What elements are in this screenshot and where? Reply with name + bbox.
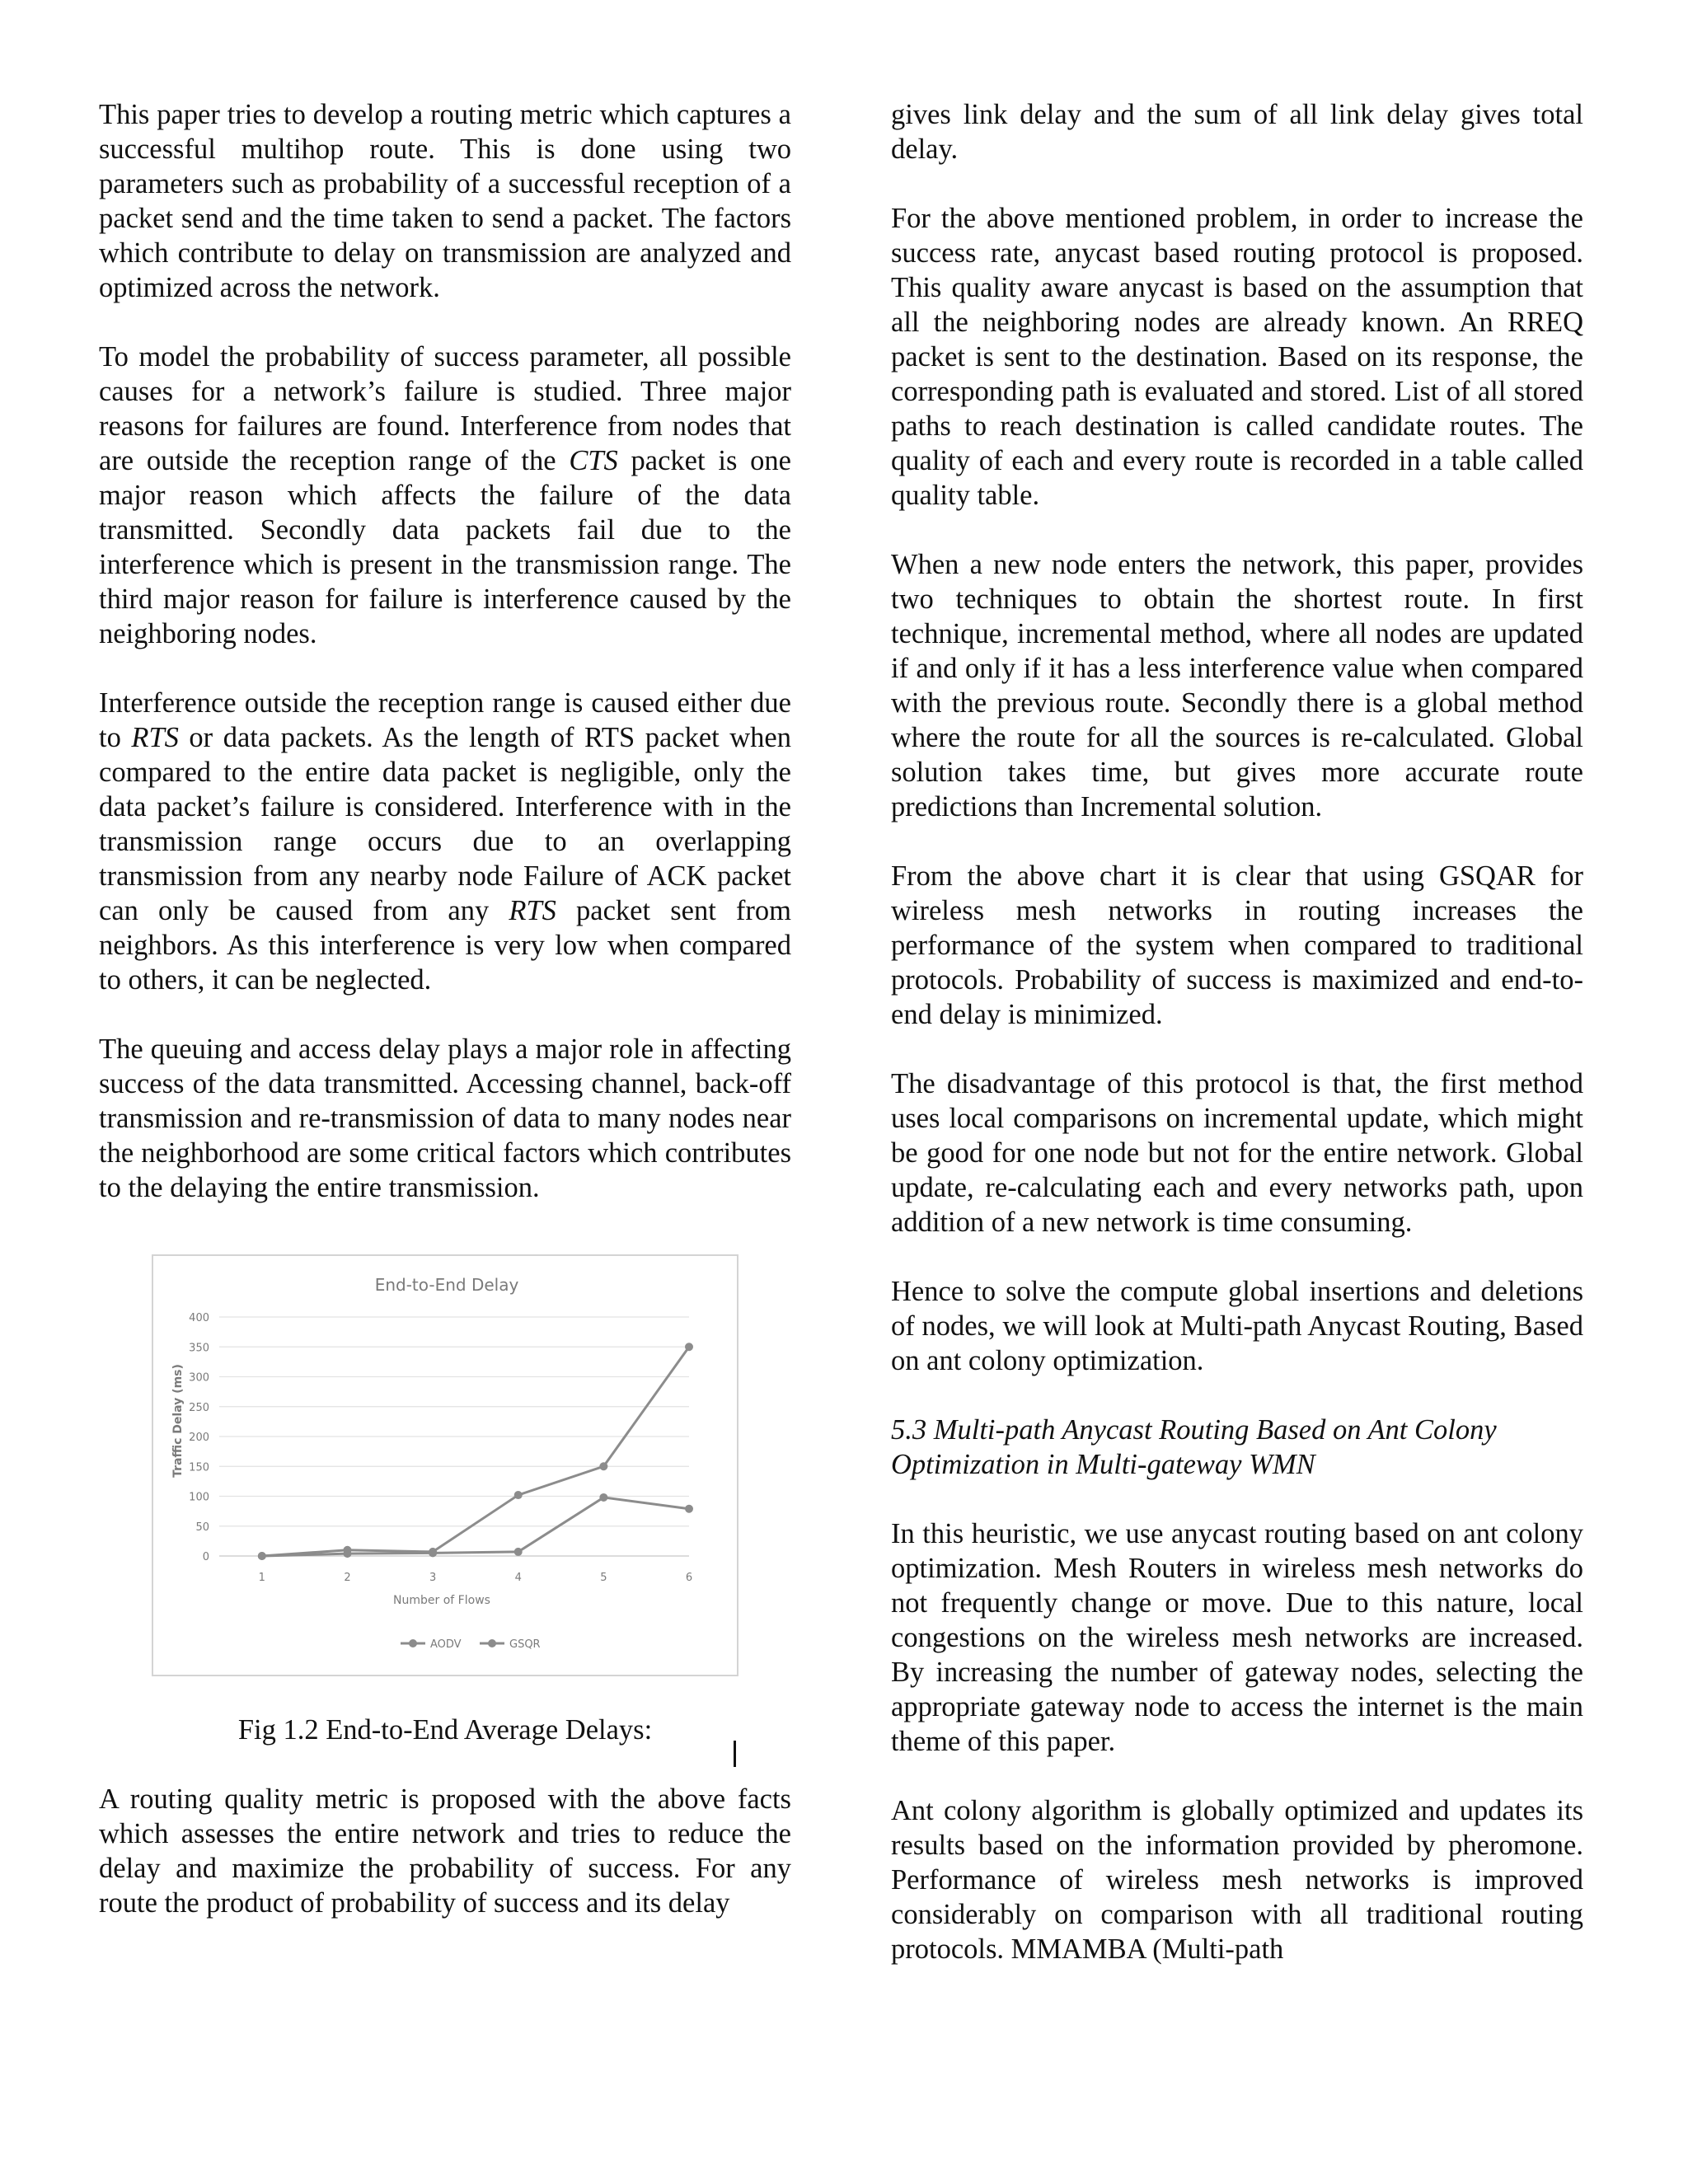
rts-term-2: RTS [509,895,556,926]
legend-marker-gsqr [488,1639,496,1647]
chart-x-axis-label: Number of Flows [393,1594,490,1607]
right-para-5: The disadvantage of this protocol is that, the first method uses local comparisons on incremental update, which might be good for one node but not for the entire network. Global update, re-calculating each and every networks path, upon addition of a new network is time consuming. [891,1068,1583,1238]
y-tick-label-250: 250 [189,1401,209,1414]
line-chart [153,1256,737,1675]
right-para-2: For the above mentioned problem, in order to increase the success rate, anycast based routing protocol is proposed. This quality aware anycast is based on the assumption that all the neighboring nodes are already known. An RREQ packet is sent to the destination. Based on its response, the corresponding path is evaluated and stored. List of all stored paths to reach destination is called candidate routes. The quality of each and every route is recorded in a table called quality table. [891,203,1583,511]
figure-end-to-end-delay [152,1254,738,1676]
series-line-gsqr [262,1497,689,1556]
right-para-4: From the above chart it is clear that using GSQAR for wireless mesh networks in routing increases the performance of the system when compared to traditional protocols. Probability of success is maximized and end-to-end delay is minimized. [891,860,1583,1030]
series-line-aodv [262,1347,689,1556]
left-para-1: This paper tries to develop a routing metric which captures a successful multihop route. This is done using two parameters such as probability of a successful reception of a packet send and the time taken to send a packet. The factors which contribute to delay on transmission are analyzed and optimized across the network. [99,99,791,303]
right-para-3: When a new node enters the network, this paper, provides two techniques to obtain the shortest route. In first technique, incremental method, where all nodes are updated if and only if it has a less interference value when compared with the previous route. Secondly there is a global method where the route for all the sources is re-calculated. Global solution takes time, but gives more accurate route predictions than Incremental solution. [891,549,1583,823]
left-para-5: A routing quality metric is proposed with the above facts which assesses the entire network and tries to reduce the delay and maximize the probability of success. For any route the product of probability of success and its delay [99,1783,791,1919]
left-para-2 [99,340,791,651]
chart-gridlines [219,1317,689,1556]
y-tick-label-200: 200 [189,1432,209,1444]
rts-term-1: RTS [131,722,179,753]
left-para-3-text-c: packet sent from neighbors. As this interference is very low when compared to others, it can be neglected. [99,895,791,996]
chart-series [258,1343,693,1560]
x-tick-label-1: 1 [258,1572,265,1584]
right-para-8: Ant colony algorithm is globally optimized and updates its results based on the information provided by pheromone. Performance of wireless mesh networks is improved considerably on comparison with all traditional routing protocols. MMAMBA (Multi-path [891,1795,1583,1965]
left-para-2-text-b: packet is one major reason which affects the failure of the data transmitted. Secondly data packets fail due to the interference which is present in the transmission range. The third major reason for failure is interference caused by the neighboring nodes. [99,445,791,649]
data-point-gsqr-3 [429,1549,437,1557]
left-para-4: The queuing and access delay plays a major role in affecting success of the data transmitted. Accessing channel, back-off transmission and re-transmission of data to many nodes near the neighborhood are some critical factors which contributes to the delaying the entire transmission. [99,1033,791,1203]
page-edge-mark [734,1741,736,1767]
x-tick-label-5: 5 [600,1572,607,1584]
legend-marker-aodv [409,1639,417,1647]
data-point-aodv-5 [599,1462,607,1470]
y-tick-label-350: 350 [189,1342,209,1355]
y-tick-label-300: 300 [189,1371,209,1385]
chart-title: End-to-End Delay [374,1275,519,1295]
left-para-3-text-b: or data packets. As the length of RTS packet when compared to the entire data packet is negligible, only the data packet’s failure is considered. Interference with in the transmission range occurs due to an overlapping transmission from any nearby node Failure of ACK packet can only be caused from any [99,722,791,926]
chart-y-axis-label: Traffic Delay (ms) [171,1364,185,1478]
figure-caption: Fig 1.2 End-to-End Average Delays: [237,1714,653,1746]
data-point-aodv-6 [685,1343,693,1351]
legend-label-gsqr: GSQR [509,1638,541,1651]
left-column [99,97,791,1955]
data-point-gsqr-2 [343,1549,351,1558]
y-tick-label-50: 50 [195,1521,209,1534]
right-para-1: gives link delay and the sum of all link delay gives total delay. [891,99,1583,165]
data-point-aodv-4 [514,1491,523,1499]
chart-y-ticks [189,1312,209,1563]
left-para-3 [99,686,791,997]
y-tick-label-100: 100 [189,1491,209,1504]
left-para-3-text-a: Interference outside the reception range is caused either due to [99,687,791,753]
section-heading-5-3: 5.3 Multi-path Anycast Routing Based on Ant Colony Optimization in Multi-gateway WMN [891,1414,1497,1480]
x-tick-label-6: 6 [685,1572,693,1584]
y-tick-label-400: 400 [189,1312,209,1324]
y-tick-label-150: 150 [189,1461,209,1474]
right-para-7: In this heuristic, we use anycast routing based on ant colony optimization. Mesh Routers in wireless mesh networks do not frequently change or move. Due to this nature, local congestions on the wireless mesh networks are increased. By increasing the number of gateway nodes, selecting the appropriate gateway node to access the internet is the main theme of this paper. [891,1518,1583,1757]
left-para-2-text-a: To model the probability of success parameter, all possible causes for a network’s failure is studied. Three major reasons for failures are found. Interference from nodes that are outside the reception range of the [99,341,791,476]
x-tick-label-2: 2 [344,1572,351,1584]
right-para-6: Hence to solve the compute global insertions and deletions of nodes, we will look at Multi-path Anycast Routing, Based on ant colony optimization. [891,1276,1583,1376]
legend-label-aodv: AODV [430,1638,462,1651]
chart-legend [401,1638,541,1651]
data-point-gsqr-4 [514,1548,523,1556]
cts-term: CTS [569,445,618,476]
chart-x-ticks [259,1572,692,1584]
data-point-gsqr-5 [599,1493,607,1502]
y-tick-label-0: 0 [202,1551,209,1563]
x-tick-label-4: 4 [514,1572,522,1584]
x-tick-label-3: 3 [429,1572,437,1584]
data-point-gsqr-6 [685,1505,693,1513]
data-point-gsqr-1 [258,1552,266,1560]
right-column [891,97,1583,2001]
